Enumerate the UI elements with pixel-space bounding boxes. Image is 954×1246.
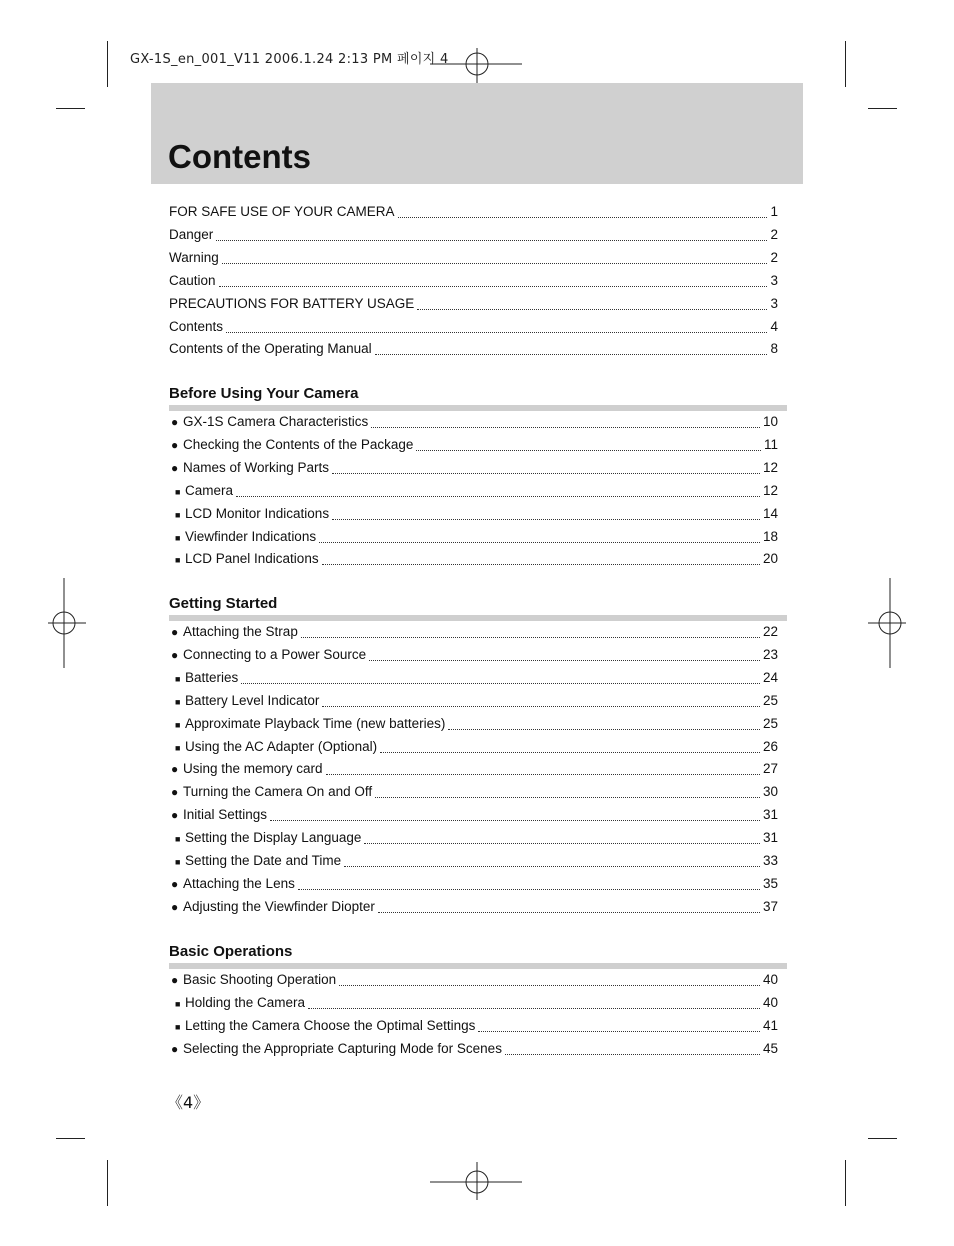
dot-leader xyxy=(236,496,760,497)
dot-leader xyxy=(301,637,760,638)
toc-entry-page: 33 xyxy=(762,853,778,868)
square-bullet-icon: ■ xyxy=(175,696,181,707)
toc-entry-label: Checking the Contents of the Package xyxy=(183,436,414,452)
dot-leader xyxy=(322,706,760,707)
crop-mark-bottom-left-h xyxy=(56,1138,85,1139)
toc-entry-page: 12 xyxy=(762,482,778,498)
toc-entry-page: 31 xyxy=(762,807,778,823)
toc-entry-page: 25 xyxy=(762,715,778,731)
toc-entry[interactable] xyxy=(171,1041,778,1059)
toc-entry-label: Turning the Camera On and Off xyxy=(183,784,373,800)
toc-entry[interactable] xyxy=(171,995,778,1013)
dot-leader xyxy=(344,866,760,867)
toc-entry[interactable] xyxy=(169,319,778,337)
toc-entry-page: 4 xyxy=(770,318,778,334)
toc-entry-label: Names of Working Parts xyxy=(183,459,330,475)
toc-entry[interactable] xyxy=(171,716,778,734)
toc-entry[interactable] xyxy=(169,250,778,268)
dot-leader xyxy=(369,660,760,661)
dot-leader xyxy=(375,354,768,355)
toc-entry-page: 11 xyxy=(763,436,778,452)
square-bullet-icon: ■ xyxy=(175,1021,181,1032)
crop-mark-bottom-right-h xyxy=(868,1138,897,1139)
registration-mark-bottom-icon xyxy=(430,1160,524,1206)
toc-entry[interactable] xyxy=(171,506,778,524)
circle-bullet-icon: ● xyxy=(171,899,179,914)
toc-entry[interactable] xyxy=(171,624,778,642)
dot-leader xyxy=(326,774,760,775)
toc-entry[interactable] xyxy=(169,204,778,222)
section-heading: Getting Started xyxy=(169,595,278,612)
toc-entry-label: Attaching the Lens xyxy=(183,875,295,891)
dot-leader xyxy=(241,683,760,684)
toc-entry-page: 8 xyxy=(770,341,778,357)
toc-entry-page: 2 xyxy=(770,249,778,265)
toc-entry[interactable] xyxy=(171,414,778,432)
toc-entry[interactable] xyxy=(171,876,778,894)
dot-leader xyxy=(417,309,767,310)
toc-entry-page: 3 xyxy=(770,272,778,288)
toc-entry-label: GX-1S Camera Characteristics xyxy=(183,414,369,429)
circle-bullet-icon: ● xyxy=(171,625,179,639)
toc-entry-label: FOR SAFE USE OF YOUR CAMERA xyxy=(169,204,395,219)
toc-entry-label: Basic Shooting Operation xyxy=(183,972,337,987)
registration-mark-right-icon xyxy=(866,578,914,670)
toc-entry-page: 40 xyxy=(762,972,778,987)
toc-entry-label: Camera xyxy=(185,482,234,498)
dot-leader xyxy=(270,820,760,821)
toc-entry[interactable] xyxy=(171,460,778,478)
toc-entry-page: 10 xyxy=(762,414,778,429)
page-title: Contents xyxy=(168,138,311,175)
toc-entry-label: Using the memory card xyxy=(183,761,323,777)
circle-bullet-icon: ● xyxy=(171,415,179,429)
registration-mark-left-icon xyxy=(40,578,88,670)
toc-entry-page: 14 xyxy=(762,505,778,521)
crop-mark-top-right-h xyxy=(868,108,897,109)
toc-entry-label: Connecting to a Power Source xyxy=(183,646,367,662)
toc-entry-page: 41 xyxy=(762,1017,778,1033)
toc-entry-label: Danger xyxy=(169,226,214,242)
toc-entry[interactable] xyxy=(171,693,778,711)
section-heading: Basic Operations xyxy=(169,943,293,960)
toc-entry[interactable] xyxy=(171,483,778,501)
toc-entry-page: 31 xyxy=(762,830,778,846)
toc-entry[interactable] xyxy=(169,341,778,359)
toc-entry[interactable] xyxy=(171,761,778,779)
toc-entry[interactable] xyxy=(171,807,778,825)
dot-leader xyxy=(378,912,760,913)
toc-entry-label: Setting the Display Language xyxy=(185,830,362,846)
toc-entry-label: LCD Monitor Indications xyxy=(185,505,330,521)
crop-mark-top-right-v xyxy=(845,41,846,87)
dot-leader xyxy=(380,752,760,753)
toc-entry[interactable] xyxy=(171,647,778,665)
circle-bullet-icon: ● xyxy=(171,785,179,800)
toc-entry-page: 45 xyxy=(762,1040,778,1056)
toc-entry-label: Batteries xyxy=(185,669,239,685)
square-bullet-icon: ■ xyxy=(175,673,181,684)
square-bullet-icon: ■ xyxy=(175,857,181,867)
toc-entry-label: Viewfinder Indications xyxy=(185,528,317,544)
toc-entry-label: LCD Panel Indications xyxy=(185,551,319,567)
toc-entry-page: 24 xyxy=(762,669,778,685)
dot-leader xyxy=(505,1054,760,1055)
toc-entry[interactable] xyxy=(171,1018,778,1036)
circle-bullet-icon: ● xyxy=(171,762,179,777)
toc-entry-label: PRECAUTIONS FOR BATTERY USAGE xyxy=(169,295,415,311)
toc-entry-label: Warning xyxy=(169,249,219,265)
crop-mark-top-left-h xyxy=(56,108,85,109)
toc-entry-label: Caution xyxy=(169,272,216,288)
dot-leader xyxy=(375,797,760,798)
toc-entry-page: 25 xyxy=(762,692,778,708)
toc-entry-label: Contents xyxy=(169,318,224,334)
dot-leader xyxy=(298,889,760,890)
toc-entry[interactable] xyxy=(171,529,778,547)
dot-leader xyxy=(319,542,760,543)
toc-entry[interactable] xyxy=(171,830,778,848)
dot-leader xyxy=(226,332,767,333)
circle-bullet-icon: ● xyxy=(171,437,179,452)
section-rule xyxy=(169,963,787,969)
square-bullet-icon: ■ xyxy=(175,998,181,1009)
crop-mark-top-left-v xyxy=(107,41,108,87)
toc-entry-page: 23 xyxy=(762,646,778,662)
toc-entry[interactable] xyxy=(171,739,778,757)
toc-entry-label: Setting the Date and Time xyxy=(185,853,342,868)
toc-entry-label: Initial Settings xyxy=(183,807,268,823)
print-slug: GX-1S_en_001_V11 2006.1.24 2:13 PM 페이지 4 xyxy=(130,52,449,67)
section-rule xyxy=(169,615,787,621)
square-bullet-icon: ■ xyxy=(175,486,181,497)
dot-leader xyxy=(416,450,761,451)
toc-entry-label: Battery Level Indicator xyxy=(185,692,320,708)
square-bullet-icon: ■ xyxy=(175,742,181,753)
toc-entry-page: 30 xyxy=(762,784,778,800)
page-number: 《4》 xyxy=(167,1093,210,1112)
toc-entry-page: 22 xyxy=(762,624,778,639)
circle-bullet-icon: ● xyxy=(171,647,179,662)
toc-entry-page: 40 xyxy=(762,994,778,1010)
dot-leader xyxy=(398,217,768,218)
toc-entry-page: 12 xyxy=(762,459,778,475)
toc-entry-page: 18 xyxy=(762,528,778,544)
toc-entry[interactable] xyxy=(169,227,778,245)
toc-entry[interactable] xyxy=(171,784,778,802)
dot-leader xyxy=(216,240,767,241)
section-heading: Before Using Your Camera xyxy=(169,385,359,402)
dot-leader xyxy=(322,564,760,565)
dot-leader xyxy=(448,729,760,730)
dot-leader xyxy=(371,427,760,428)
toc-entry-page: 1 xyxy=(770,204,778,219)
square-bullet-icon: ■ xyxy=(175,509,181,520)
toc-entry-label: Selecting the Appropriate Capturing Mode for Scenes xyxy=(183,1040,502,1056)
dot-leader xyxy=(364,843,760,844)
toc-entry-page: 35 xyxy=(762,875,778,891)
toc-entry-page: 26 xyxy=(762,738,778,754)
section-rule xyxy=(169,405,787,411)
toc-entry-page: 37 xyxy=(762,898,778,914)
dot-leader xyxy=(332,473,760,474)
toc-entry-label: Approximate Playback Time (new batteries) xyxy=(185,715,446,731)
dot-leader xyxy=(219,286,768,287)
circle-bullet-icon: ● xyxy=(171,460,179,475)
toc-entry-page: 27 xyxy=(762,761,778,777)
square-bullet-icon: ■ xyxy=(175,834,181,845)
crop-mark-bottom-left-v xyxy=(107,1160,108,1206)
square-bullet-icon: ■ xyxy=(175,532,181,543)
dot-leader xyxy=(478,1031,760,1032)
toc-entry-page: 20 xyxy=(762,551,778,567)
square-bullet-icon: ■ xyxy=(175,555,181,566)
crop-mark-bottom-right-v xyxy=(845,1160,846,1206)
toc-entry-label: Contents of the Operating Manual xyxy=(169,341,372,357)
circle-bullet-icon: ● xyxy=(171,1041,179,1056)
toc-entry[interactable] xyxy=(171,551,778,569)
toc-entry[interactable] xyxy=(171,899,778,917)
toc-entry-label: Using the AC Adapter (Optional) xyxy=(185,738,378,754)
toc-entry-label: Adjusting the Viewfinder Diopter xyxy=(183,898,375,914)
toc-entry[interactable] xyxy=(171,853,778,871)
toc-entry[interactable] xyxy=(171,437,778,455)
toc-entry[interactable] xyxy=(169,296,778,314)
dot-leader xyxy=(332,519,760,520)
dot-leader xyxy=(339,985,760,986)
circle-bullet-icon: ● xyxy=(171,876,179,891)
toc-entry-page: 3 xyxy=(770,295,778,311)
toc-entry[interactable] xyxy=(171,972,778,990)
circle-bullet-icon: ● xyxy=(171,973,179,987)
toc-entry[interactable] xyxy=(169,273,778,291)
circle-bullet-icon: ● xyxy=(171,808,179,823)
toc-entry-label: Attaching the Strap xyxy=(183,624,298,639)
toc-entry-label: Letting the Camera Choose the Optimal Settings xyxy=(185,1017,476,1033)
toc-entry-label: Holding the Camera xyxy=(185,994,306,1010)
dot-leader xyxy=(222,263,768,264)
toc-entry[interactable] xyxy=(171,670,778,688)
square-bullet-icon: ■ xyxy=(175,719,181,730)
dot-leader xyxy=(308,1008,760,1009)
toc-entry-page: 2 xyxy=(770,226,778,242)
